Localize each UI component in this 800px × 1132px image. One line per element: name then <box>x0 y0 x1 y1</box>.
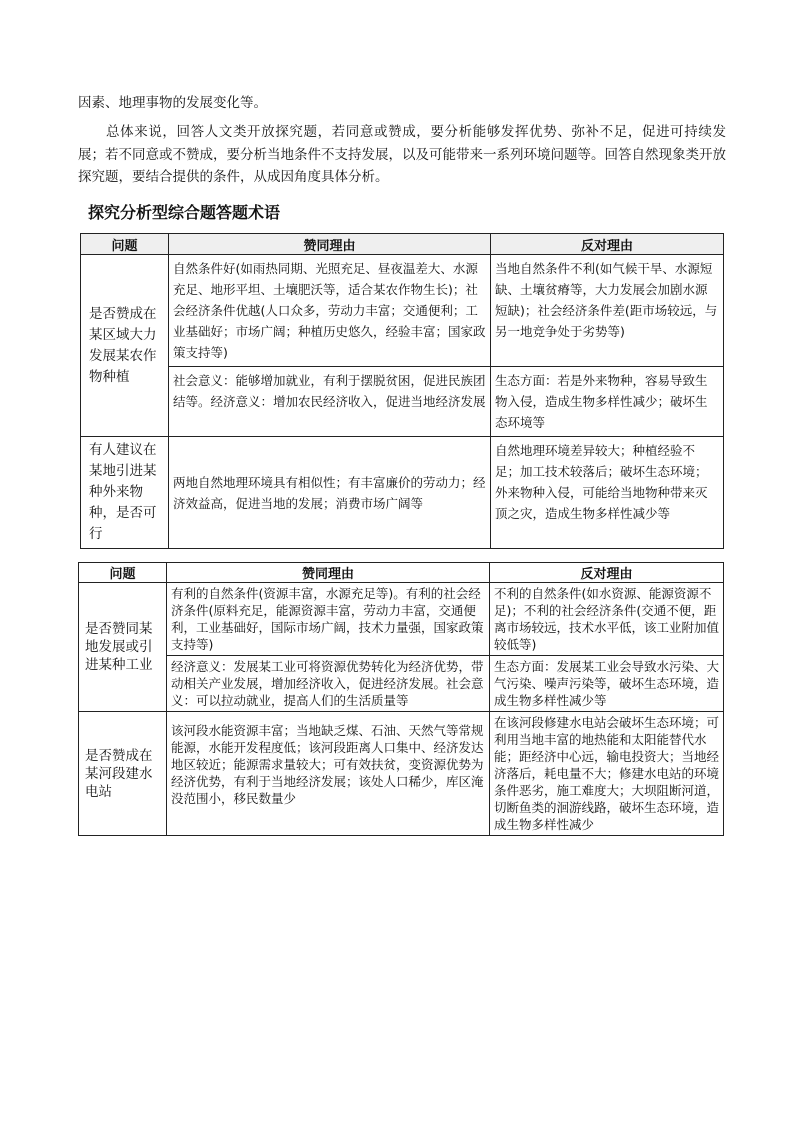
against-cell: 当地自然条件不利(如气候干旱、水源短缺、土壤贫瘠等，大力发展会加剧水源短缺)；社会经济条件差(距市场较远，与另一地竞争处于劣势等) <box>491 255 724 367</box>
table-header-row <box>79 563 724 583</box>
table-row <box>79 656 724 712</box>
intro-paragraph: 总体来说，回答人文类开放探究题，若同意或赞成，要分析能够发挥优势、弥补不足，促进可持续发展；若不同意或不赞成，要分析当地条件不支持发展，以及可能带来一系列环境问题等。回答自然现象类开放探究题，要结合提供的条件，从成因角度具体分析。 <box>78 124 726 185</box>
against-cell: 生态方面：若是外来物种，容易导致生物入侵，造成生物多样性减少；破坏生态环境等 <box>491 367 724 437</box>
table-row <box>81 255 724 367</box>
intro-line: 因素、地理事物的发展变化等。 <box>78 95 267 111</box>
question-cell: 是否赞成在某区域大力发展某农作物种植 <box>81 255 169 437</box>
for-cell: 两地自然地理环境具有相似性；有丰富廉价的劳动力；经济效益高，促进当地的发展；消费市场广阔等 <box>169 437 491 549</box>
against-cell: 在该河段修建水电站会破坏生态环境；可利用当地丰富的地热能和太阳能替代水能；距经济中心远，输电投资大；当地经济落后，耗电量不大；修建水电站的环境条件恶劣，施工难度大；大坝阻断河道，切断鱼类的洄游线路，破坏生态环境，造成生物多样性减少 <box>490 712 724 836</box>
header-against: 反对理由 <box>491 234 724 255</box>
for-cell: 社会意义：能够增加就业，有利于摆脱贫困，促进民族团结等。经济意义：增加农民经济收入，促进当地经济发展 <box>169 367 491 437</box>
for-cell: 该河段水能资源丰富；当地缺乏煤、石油、天然气等常规能源，水能开发程度低；该河段距离人口集中、经济发达地区较近；能源需求量较大；可有效扶贫，变资源优势为经济优势，有利于当地经济发展；该处人口稀少，库区淹没范围小，移民数量少 <box>167 712 490 836</box>
table-crops-species <box>80 233 724 549</box>
against-cell: 自然地理环境差异较大；种植经验不足；加工技术较落后；破坏生态环境；外来物种入侵，可能给当地物种带来灭顶之灾，造成生物多样性减少等 <box>491 437 724 549</box>
header-for: 赞同理由 <box>167 563 490 583</box>
table-row <box>79 583 724 656</box>
table-header-row <box>81 234 724 255</box>
question-cell: 是否赞同某地发展或引进某种工业 <box>79 583 167 712</box>
table-row <box>79 712 724 836</box>
header-question: 问题 <box>79 563 167 583</box>
question-cell: 有人建议在某地引进某种外来物种，是否可行 <box>81 437 169 549</box>
for-cell: 自然条件好(如雨热同期、光照充足、昼夜温差大、水源充足、地形平坦、土壤肥沃等，适合某农作物生长)；社会经济条件优越(人口众多，劳动力丰富；交通便利；工业基础好；市场广阔；种植历史悠久，经验丰富；国家政策支持等) <box>169 255 491 367</box>
against-cell: 不利的自然条件(如水资源、能源资源不足)；不利的社会经济条件(交通不便，距离市场较远，技术水平低，该工业附加值较低等) <box>490 583 724 656</box>
table-row <box>81 437 724 549</box>
against-cell: 生态方面：发展某工业会导致水污染、大气污染、噪声污染等，破坏生态环境，造成生物多样性减少等 <box>490 656 724 712</box>
question-cell: 是否赞成在某河段建水电站 <box>79 712 167 836</box>
table-industry-hydro <box>78 562 724 836</box>
for-cell: 有利的自然条件(资源丰富，水源充足等)。有利的社会经济条件(原料充足，能源资源丰富，劳动力丰富，交通便利，工业基础好，国际市场广阔，技术力量强，国家政策支持等) <box>167 583 490 656</box>
header-question: 问题 <box>81 234 169 255</box>
for-cell: 经济意义：发展某工业可将资源优势转化为经济优势，带动相关产业发展，增加经济收入，促进经济发展。社会意义：可以拉动就业，提高人们的生活质量等 <box>167 656 490 712</box>
header-for: 赞同理由 <box>169 234 491 255</box>
header-against: 反对理由 <box>490 563 724 583</box>
table-row <box>81 367 724 437</box>
section-title: 探究分析型综合题答题术语 <box>88 203 281 222</box>
